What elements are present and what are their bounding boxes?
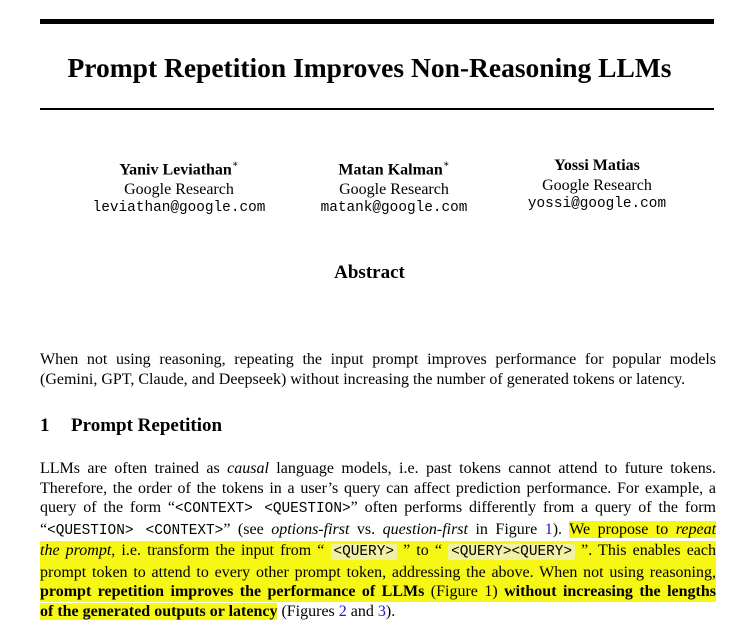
author-email: matank@google.com xyxy=(320,200,468,217)
abstract-line: When not using reasoning, repeating the input prompt improves performance for popular models xyxy=(40,351,716,368)
author-block xyxy=(279,156,509,219)
body-line: Therefore, the order of the tokens in a user’s query can affect prediction performance. For example, a xyxy=(40,479,716,497)
figure-link[interactable]: 2 xyxy=(338,602,347,620)
code-context-question: <CONTEXT> <QUESTION> xyxy=(175,501,351,517)
author-name: Yaniv Leviathan xyxy=(119,161,232,179)
paper-title: Prompt Repetition Improves Non-Reasoning LLMs xyxy=(67,52,672,83)
author-name: Yossi Matias xyxy=(554,157,640,174)
author-affiliation: Google Research xyxy=(542,176,652,194)
author-block xyxy=(482,156,712,215)
author-name: Matan Kalman xyxy=(338,161,443,179)
emphasis-causal: causal xyxy=(227,460,269,477)
figure-link[interactable]: 3 xyxy=(377,602,386,620)
highlighted-bold-text: of the generated outputs or latency xyxy=(40,602,278,620)
body-line-highlighted: prompt repetition improves the performance of LLMs (Figure 1) without increasing the lengths xyxy=(40,583,716,600)
title-rule-top xyxy=(40,19,714,24)
body-line: LLMs are often trained as causal language models, i.e. past tokens cannot attend to future tokens. xyxy=(40,460,717,477)
body-line-highlighted: the prompt, i.e. transform the input from “ <QUERY> ” to “ <QUERY><QUERY> ”. This enables each xyxy=(40,541,716,563)
author-affiliation: Google Research xyxy=(124,180,234,198)
code-query: <QUERY> xyxy=(331,544,397,560)
body-line-highlighted: prompt token to attend to every other prompt token, addressing the above. When not using reasoning, xyxy=(40,563,716,581)
section-number: 1 xyxy=(40,415,50,436)
code-question-context: <QUESTION> <CONTEXT> xyxy=(47,522,224,539)
abstract-line: (Gemini, GPT, Claude, and Deepseek) without increasing the number of generated tokens or latency. xyxy=(40,370,686,388)
section-body xyxy=(40,459,716,621)
section-heading xyxy=(40,414,222,438)
equal-contribution-mark: ∗ xyxy=(442,159,450,170)
body-line: “<QUESTION> <CONTEXT>” (see options-first vs. question-first in Figure 1). We propose to repeat xyxy=(40,520,717,539)
section-title: Prompt Repetition xyxy=(71,415,223,436)
equal-contribution-mark: ∗ xyxy=(231,159,239,170)
body-line: of the generated outputs or latency (Figures 2 and 3). xyxy=(40,602,396,620)
figure-link[interactable]: 1 xyxy=(544,520,553,538)
abstract-heading: Abstract xyxy=(334,262,405,283)
author-email: yossi@google.com xyxy=(527,196,667,212)
highlighted-text: We propose to repeat xyxy=(569,520,717,538)
author-block xyxy=(64,156,294,219)
code-query-query: <QUERY><QUERY> xyxy=(448,544,575,560)
author-affiliation: Google Research xyxy=(339,180,449,198)
author-email: leviathan@google.com xyxy=(92,200,266,217)
body-line: query of the form “<CONTEXT> <QUESTION>” often performs differently from a query of the form xyxy=(40,499,717,517)
title-rule-bottom xyxy=(40,108,714,110)
abstract-text xyxy=(40,350,716,389)
